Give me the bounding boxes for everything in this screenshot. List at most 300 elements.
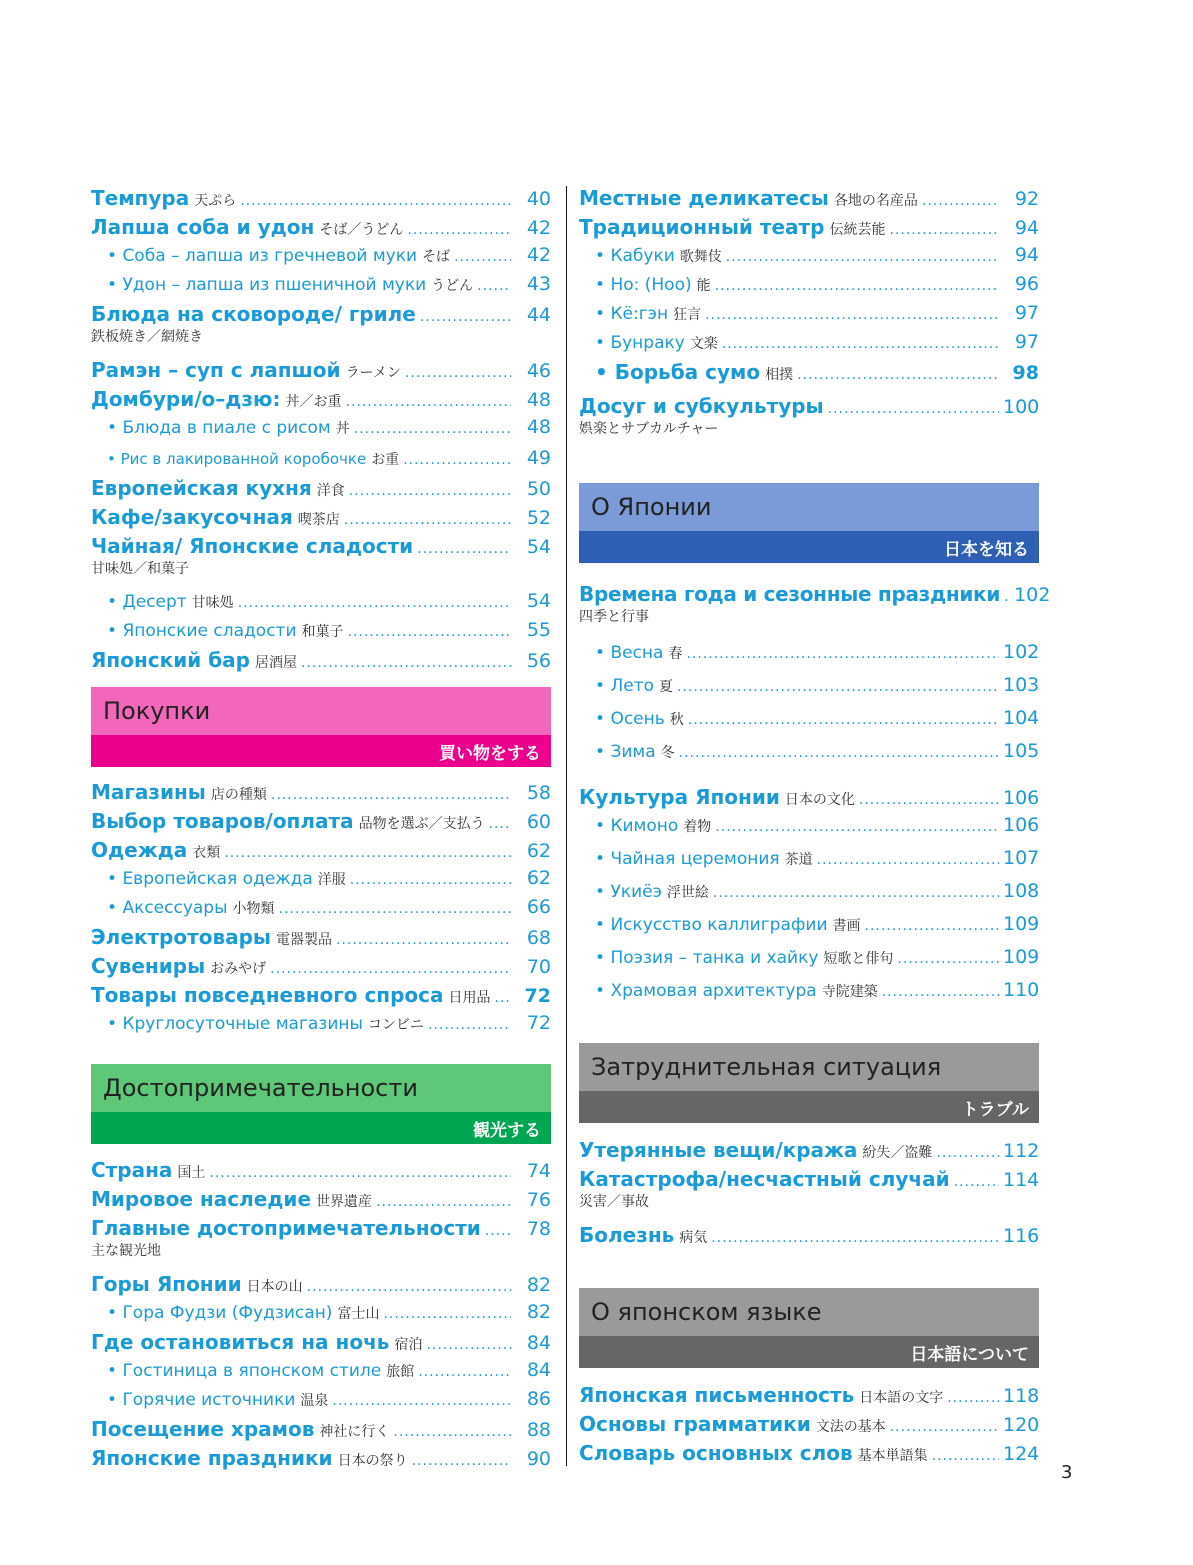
toc-entry-page: 42 bbox=[526, 244, 551, 266]
toc-entry-japanese: おみやげ bbox=[210, 961, 267, 977]
toc-entry[interactable] bbox=[579, 394, 1039, 438]
section-header bbox=[91, 687, 551, 767]
dot-leader bbox=[477, 278, 511, 294]
dot-leader bbox=[936, 1145, 999, 1161]
toc-entry-page: 106 bbox=[1003, 814, 1040, 836]
toc-entry-title: Страна bbox=[91, 1158, 173, 1182]
toc-entry-title: Культура Японии bbox=[579, 785, 780, 809]
toc-entry[interactable] bbox=[579, 740, 1039, 762]
toc-line bbox=[579, 302, 1039, 324]
toc-entry-japanese: 天ぷら bbox=[194, 193, 237, 209]
toc-line bbox=[91, 838, 551, 862]
toc-entry-title: • Но: (Ноо) bbox=[595, 275, 692, 295]
toc-line bbox=[579, 785, 1039, 809]
dot-leader bbox=[209, 1165, 511, 1181]
toc-entry[interactable] bbox=[91, 1446, 551, 1470]
toc-entry[interactable] bbox=[91, 648, 551, 672]
toc-line bbox=[91, 302, 551, 326]
dot-leader bbox=[405, 365, 511, 381]
toc-entry-page: 72 bbox=[526, 1012, 551, 1034]
toc-entry-title: Магазины bbox=[91, 780, 206, 804]
toc-entry-japanese: 甘味処／和菓子 bbox=[91, 561, 189, 577]
toc-entry-page: 52 bbox=[526, 507, 551, 529]
toc-entry-page: 43 bbox=[526, 273, 551, 295]
toc-entry-japanese: コンビニ bbox=[367, 1017, 424, 1033]
toc-entry-page: 97 bbox=[1014, 302, 1039, 324]
section-header bbox=[579, 1043, 1039, 1123]
toc-entry-japanese: 歌舞伎 bbox=[679, 249, 722, 265]
toc-entry-title: • Гостиница в японском стиле bbox=[107, 1361, 381, 1381]
toc-entry[interactable] bbox=[579, 814, 1039, 836]
dot-leader bbox=[897, 951, 999, 967]
toc-entry[interactable] bbox=[91, 244, 551, 266]
toc-entry-page: 68 bbox=[526, 927, 551, 949]
toc-entry[interactable] bbox=[579, 273, 1039, 295]
dot-leader bbox=[240, 193, 511, 209]
toc-line bbox=[91, 1359, 551, 1381]
toc-entry-japanese: 日本の山 bbox=[246, 1279, 303, 1295]
toc-line bbox=[91, 809, 551, 833]
toc-entry[interactable] bbox=[91, 273, 551, 295]
toc-entry[interactable] bbox=[91, 186, 551, 210]
dot-leader bbox=[224, 845, 511, 861]
section-header bbox=[579, 1288, 1039, 1368]
toc-line bbox=[579, 1167, 1039, 1191]
dot-leader bbox=[271, 787, 511, 803]
toc-entry-title: Утерянные вещи/кража bbox=[579, 1138, 858, 1162]
toc-line bbox=[579, 1383, 1039, 1407]
dot-leader bbox=[238, 595, 511, 611]
toc-line bbox=[91, 1446, 551, 1470]
dot-leader bbox=[348, 624, 512, 640]
toc-line bbox=[579, 946, 1039, 968]
dot-leader bbox=[349, 483, 511, 499]
toc-line bbox=[91, 1417, 551, 1441]
toc-line bbox=[579, 847, 1039, 869]
toc-line bbox=[91, 1272, 551, 1296]
dot-leader bbox=[797, 367, 999, 383]
toc-line bbox=[91, 1158, 551, 1182]
toc-entry-japanese: 春 bbox=[668, 646, 683, 662]
toc-entry-title: • Соба – лапша из гречневой муки bbox=[107, 246, 417, 266]
toc-entry[interactable] bbox=[91, 1216, 551, 1260]
toc-entry[interactable] bbox=[91, 867, 551, 889]
toc-entry-title: • Аксессуары bbox=[107, 898, 228, 918]
toc-entry-japanese: 世界遺産 bbox=[316, 1194, 373, 1210]
toc-entry[interactable] bbox=[91, 215, 551, 239]
toc-entry-japanese: 鉄板焼き／網焼き bbox=[91, 329, 203, 345]
toc-entry[interactable] bbox=[579, 1223, 1039, 1247]
dot-leader bbox=[428, 1017, 511, 1033]
toc-entry-title: • Искусство каллиграфии bbox=[595, 915, 828, 935]
section-header bbox=[91, 1064, 551, 1144]
toc-line bbox=[579, 186, 1039, 210]
toc-entry-page: 62 bbox=[526, 867, 551, 889]
toc-entry[interactable] bbox=[91, 387, 551, 411]
toc-entry[interactable] bbox=[579, 913, 1039, 935]
toc-entry[interactable] bbox=[91, 534, 551, 578]
toc-entry-japanese: 甘味処 bbox=[191, 595, 234, 611]
dot-leader bbox=[688, 712, 999, 728]
toc-entry-title: Мировое наследие bbox=[91, 1187, 312, 1211]
toc-entry-page: 42 bbox=[526, 217, 551, 239]
toc-entry-japanese: 丼／お重 bbox=[285, 394, 342, 410]
toc-line bbox=[579, 1138, 1039, 1162]
toc-entry-japanese: 浮世絵 bbox=[666, 885, 709, 901]
section-japanese-title: 買い物をする bbox=[91, 735, 551, 767]
toc-entry-page: 98 bbox=[1012, 362, 1039, 384]
dot-leader bbox=[828, 401, 999, 417]
toc-line bbox=[579, 1441, 1039, 1465]
toc-entry-japanese: 狂言 bbox=[673, 307, 702, 323]
toc-line bbox=[579, 1223, 1039, 1247]
dot-leader bbox=[859, 792, 999, 808]
toc-entry-japanese: 着物 bbox=[683, 819, 712, 835]
toc-entry[interactable] bbox=[579, 674, 1039, 696]
toc-entry-japanese: 文法の基本 bbox=[815, 1419, 886, 1435]
section-title: О японском языке bbox=[579, 1288, 1039, 1336]
toc-entry-title: • Осень bbox=[595, 709, 665, 729]
toc-entry[interactable] bbox=[91, 1272, 551, 1296]
toc-line bbox=[579, 215, 1039, 239]
toc-entry-title: Катастрофа/несчастный случай bbox=[579, 1167, 950, 1191]
toc-line bbox=[91, 186, 551, 210]
toc-line bbox=[91, 273, 551, 295]
dot-leader bbox=[346, 394, 512, 410]
toc-entry-page: 55 bbox=[526, 619, 551, 641]
dot-leader bbox=[817, 852, 999, 868]
toc-entry-page: 49 bbox=[526, 447, 551, 469]
toc-entry-page: 96 bbox=[1014, 273, 1039, 295]
toc-entry-title: Японский бар bbox=[91, 648, 250, 672]
toc-entry[interactable] bbox=[91, 590, 551, 612]
toc-entry-title: • Храмовая архитектура bbox=[595, 981, 817, 1001]
dot-leader bbox=[270, 961, 511, 977]
toc-entry-title: Рамэн – суп с лапшой bbox=[91, 358, 341, 382]
toc-entry-page: 88 bbox=[526, 1419, 551, 1441]
toc-entry-japanese: 宿泊 bbox=[394, 1337, 423, 1353]
toc-entry-page: 86 bbox=[526, 1388, 551, 1410]
section-japanese-title: 日本を知る bbox=[579, 531, 1039, 563]
toc-entry-page: 114 bbox=[1003, 1169, 1040, 1191]
toc-entry[interactable] bbox=[91, 476, 551, 500]
toc-entry-japanese: 紛失／盗難 bbox=[862, 1145, 933, 1161]
dot-leader bbox=[715, 819, 999, 835]
toc-line bbox=[579, 394, 1039, 418]
dot-leader bbox=[1004, 589, 1010, 605]
toc-entry-japanese: 文楽 bbox=[689, 336, 718, 352]
toc-entry-page: 103 bbox=[1003, 674, 1040, 696]
toc-entry[interactable] bbox=[579, 331, 1039, 353]
toc-entry[interactable] bbox=[579, 186, 1039, 210]
dot-leader bbox=[922, 193, 999, 209]
toc-entry-japanese: 日本語の文字 bbox=[859, 1390, 944, 1406]
toc-entry-page: 107 bbox=[1003, 847, 1040, 869]
toc-line bbox=[91, 358, 551, 382]
toc-line bbox=[91, 1216, 551, 1240]
toc-entry[interactable] bbox=[91, 1359, 551, 1381]
dot-leader bbox=[393, 1424, 511, 1440]
toc-entry[interactable] bbox=[579, 847, 1039, 869]
toc-entry-title: • Рис в лакированной коробочке bbox=[107, 450, 366, 468]
dot-leader bbox=[485, 1223, 511, 1239]
dot-leader bbox=[336, 932, 511, 948]
toc-line bbox=[91, 447, 551, 469]
toc-line bbox=[91, 867, 551, 889]
toc-entry[interactable] bbox=[91, 780, 551, 804]
toc-entry[interactable] bbox=[91, 809, 551, 833]
toc-entry-title: Чайная/ Японские сладости bbox=[91, 534, 414, 558]
toc-entry[interactable] bbox=[579, 1441, 1039, 1465]
toc-entry-page: 124 bbox=[1003, 1443, 1040, 1465]
toc-entry-japanese: 丼 bbox=[335, 421, 350, 437]
toc-entry[interactable] bbox=[91, 838, 551, 862]
toc-entry-japanese: うどん bbox=[431, 278, 474, 294]
toc-entry-title: • Кабуки bbox=[595, 246, 675, 266]
toc-line bbox=[91, 215, 551, 239]
dot-leader bbox=[407, 222, 511, 238]
toc-entry-page: 102 bbox=[1003, 641, 1040, 663]
toc-entry-japanese: ラーメン bbox=[345, 365, 401, 381]
dot-leader bbox=[954, 1174, 999, 1190]
toc-entry-japanese: 日本の祭り bbox=[337, 1453, 408, 1469]
dot-leader bbox=[947, 1390, 999, 1406]
toc-entry[interactable] bbox=[579, 1138, 1039, 1162]
toc-line bbox=[91, 1330, 551, 1354]
dot-leader bbox=[417, 541, 511, 557]
toc-entry-japanese: 居酒屋 bbox=[254, 655, 297, 671]
toc-entry-title: Японская письменность bbox=[579, 1383, 855, 1407]
toc-entry-page: 40 bbox=[526, 188, 551, 210]
dot-leader bbox=[882, 984, 999, 1000]
section-title: Покупки bbox=[91, 687, 551, 735]
toc-line bbox=[91, 1187, 551, 1211]
toc-entry[interactable] bbox=[91, 358, 551, 382]
toc-entry-page: 84 bbox=[526, 1359, 551, 1381]
toc-entry-page: 48 bbox=[526, 389, 551, 411]
toc-entry-title: Японские праздники bbox=[91, 1446, 333, 1470]
toc-entry-title: Кафе/закусочная bbox=[91, 505, 293, 529]
toc-line bbox=[579, 674, 1039, 696]
toc-entry-title: • Кимоно bbox=[595, 816, 678, 836]
toc-entry[interactable] bbox=[91, 416, 551, 438]
toc-line bbox=[579, 740, 1039, 762]
dot-leader bbox=[412, 1453, 511, 1469]
toc-entry[interactable] bbox=[579, 1412, 1039, 1436]
toc-entry-japanese: 伝統芸能 bbox=[829, 222, 886, 238]
toc-line bbox=[579, 1412, 1039, 1436]
toc-line bbox=[91, 505, 551, 529]
toc-entry-title: Горы Японии bbox=[91, 1272, 242, 1296]
toc-line bbox=[91, 648, 551, 672]
toc-entry-japanese: 日用品 bbox=[448, 990, 491, 1006]
toc-entry-title: • Горячие источники bbox=[107, 1390, 295, 1410]
toc-entry-page: 48 bbox=[526, 416, 551, 438]
toc-entry[interactable] bbox=[579, 1383, 1039, 1407]
toc-entry[interactable] bbox=[91, 1417, 551, 1441]
toc-entry-japanese: 冬 bbox=[660, 745, 675, 761]
toc-entry[interactable] bbox=[91, 896, 551, 918]
toc-entry-title: • Круглосуточные магазины bbox=[107, 1014, 363, 1034]
toc-entry-title: • Весна bbox=[595, 643, 663, 663]
toc-entry-japanese: 寺院建築 bbox=[821, 984, 878, 1000]
section-title: Затруднительная ситуация bbox=[579, 1043, 1039, 1091]
dot-leader bbox=[726, 249, 999, 265]
dot-leader bbox=[420, 309, 511, 325]
toc-entry[interactable] bbox=[579, 1167, 1039, 1211]
toc-entry-title: • Японские сладости bbox=[107, 621, 297, 641]
toc-entry-title: Товары повседневного спроса bbox=[91, 983, 444, 1007]
toc-entry-japanese: 衣類 bbox=[192, 845, 221, 861]
toc-entry[interactable] bbox=[91, 954, 551, 978]
toc-entry-page: 54 bbox=[526, 590, 551, 612]
toc-entry-page: 60 bbox=[526, 811, 551, 833]
toc-line bbox=[91, 1012, 551, 1034]
toc-entry[interactable] bbox=[91, 1187, 551, 1211]
toc-entry[interactable] bbox=[579, 979, 1039, 1001]
dot-leader bbox=[301, 655, 511, 671]
toc-entry-japanese: 能 bbox=[696, 278, 711, 294]
toc-entry-title: • Европейская одежда bbox=[107, 869, 313, 889]
toc-entry-page: 76 bbox=[526, 1189, 551, 1211]
toc-entry-page: 82 bbox=[526, 1301, 551, 1323]
section-title: Достопримечательности bbox=[91, 1064, 551, 1112]
toc-entry-japanese: 旅館 bbox=[386, 1364, 415, 1380]
toc-entry-title: • Поэзия – танка и хайку bbox=[595, 948, 818, 968]
toc-entry-japanese: 店の種類 bbox=[210, 787, 267, 803]
toc-entry-title: Времена года и сезонные праздники bbox=[579, 582, 1001, 606]
dot-leader bbox=[489, 816, 511, 832]
toc-entry-title: Словарь основных слов bbox=[579, 1441, 853, 1465]
dot-leader bbox=[711, 1230, 999, 1246]
toc-entry[interactable] bbox=[579, 946, 1039, 968]
toc-entry-page: 62 bbox=[526, 840, 551, 862]
toc-line bbox=[579, 814, 1039, 836]
toc-entry[interactable] bbox=[91, 983, 551, 1007]
toc-entry-japanese: 国土 bbox=[177, 1165, 206, 1181]
dot-leader bbox=[350, 872, 511, 888]
toc-line bbox=[579, 244, 1039, 266]
toc-entry-title: Домбури/о–дзю: bbox=[91, 387, 281, 411]
toc-line bbox=[579, 360, 1039, 384]
toc-entry-japanese: 品物を選ぶ／支払う bbox=[358, 816, 485, 832]
toc-entry[interactable] bbox=[579, 244, 1039, 266]
toc-entry-page: 90 bbox=[526, 1448, 551, 1470]
toc-entry-page: 58 bbox=[526, 782, 551, 804]
toc-entry[interactable] bbox=[579, 360, 1039, 384]
dot-leader bbox=[383, 1306, 511, 1322]
toc-entry[interactable] bbox=[579, 582, 1051, 626]
toc-entry[interactable] bbox=[91, 447, 551, 469]
dot-leader bbox=[454, 249, 511, 265]
section-header bbox=[579, 483, 1039, 563]
toc-entry-title: Болезнь bbox=[579, 1223, 675, 1247]
toc-entry-japanese: 小物類 bbox=[232, 901, 275, 917]
toc-line bbox=[91, 534, 551, 558]
toc-entry-title: • Борьба сумо bbox=[595, 360, 760, 384]
toc-entry-japanese: 日本の文化 bbox=[784, 792, 855, 808]
toc-entry-page: 72 bbox=[524, 985, 551, 1007]
toc-line bbox=[91, 1388, 551, 1410]
toc-entry[interactable] bbox=[91, 1158, 551, 1182]
toc-line bbox=[91, 244, 551, 266]
toc-entry-japanese: 秋 bbox=[669, 712, 684, 728]
toc-entry-title: Местные деликатесы bbox=[579, 186, 829, 210]
toc-entry-title: • Блюда в пиале с рисом bbox=[107, 418, 331, 438]
section-japanese-title: 観光する bbox=[91, 1112, 551, 1144]
toc-entry[interactable] bbox=[579, 302, 1039, 324]
toc-entry[interactable] bbox=[579, 785, 1039, 809]
toc-entry-page: 108 bbox=[1003, 880, 1040, 902]
dot-leader bbox=[679, 745, 999, 761]
toc-entry[interactable] bbox=[579, 880, 1039, 902]
toc-entry[interactable] bbox=[91, 619, 551, 641]
toc-entry-title: • Чайная церемония bbox=[595, 849, 780, 869]
toc-entry-japanese: お重 bbox=[371, 452, 400, 468]
toc-line bbox=[579, 880, 1039, 902]
toc-entry-japanese: 相撲 bbox=[765, 367, 794, 383]
column-divider bbox=[566, 186, 567, 1466]
toc-entry-title: Темпура bbox=[91, 186, 190, 210]
toc-entry-page: 105 bbox=[1003, 740, 1040, 762]
toc-entry-title: • Укиёэ bbox=[595, 882, 662, 902]
toc-entry-title: Электротовары bbox=[91, 925, 271, 949]
dot-leader bbox=[279, 901, 511, 917]
toc-entry[interactable] bbox=[91, 1388, 551, 1410]
dot-leader bbox=[889, 222, 999, 238]
section-title: О Японии bbox=[579, 483, 1039, 531]
toc-entry-title: • Десерт bbox=[107, 592, 187, 612]
toc-line bbox=[91, 780, 551, 804]
toc-entry-japanese: 夏 bbox=[658, 679, 673, 695]
toc-entry-japanese: 災害／事故 bbox=[579, 1194, 649, 1210]
toc-entry-japanese: 病気 bbox=[679, 1230, 708, 1246]
toc-entry-page: 56 bbox=[526, 650, 551, 672]
toc-entry-title: Блюда на сковороде/ гриле bbox=[91, 302, 416, 326]
toc-line bbox=[91, 387, 551, 411]
toc-entry-title: Выбор товаров/оплата bbox=[91, 809, 354, 833]
toc-entry[interactable] bbox=[91, 1012, 551, 1034]
toc-entry-page: 54 bbox=[526, 536, 551, 558]
toc-entry-page: 97 bbox=[1014, 331, 1039, 353]
toc-entry-title: • Зима bbox=[595, 742, 656, 762]
page-number: 3 bbox=[1061, 1462, 1073, 1483]
toc-entry[interactable] bbox=[91, 302, 551, 346]
toc-entry-japanese: そば／うどん bbox=[319, 222, 404, 238]
toc-entry-japanese: 四季と行事 bbox=[579, 609, 649, 625]
toc-entry-title: Лапша соба и удон bbox=[91, 215, 315, 239]
toc-entry[interactable] bbox=[91, 925, 551, 949]
toc-entry[interactable] bbox=[579, 707, 1039, 729]
toc-entry-page: 104 bbox=[1003, 707, 1040, 729]
toc-entry[interactable] bbox=[579, 215, 1039, 239]
toc-line bbox=[579, 707, 1039, 729]
toc-entry-title: • Лето bbox=[595, 676, 654, 696]
toc-entry-japanese: 短歌と俳句 bbox=[823, 951, 894, 967]
toc-line bbox=[91, 925, 551, 949]
toc-line bbox=[579, 273, 1039, 295]
toc-entry[interactable] bbox=[579, 641, 1039, 663]
toc-entry-page: 109 bbox=[1003, 913, 1040, 935]
toc-entry-japanese: 洋食 bbox=[316, 483, 345, 499]
toc-entry[interactable] bbox=[91, 1301, 551, 1323]
toc-entry[interactable] bbox=[91, 1330, 551, 1354]
toc-entry[interactable] bbox=[91, 505, 551, 529]
toc-entry-page: 82 bbox=[526, 1274, 551, 1296]
toc-entry-page: 78 bbox=[526, 1218, 551, 1240]
toc-entry-title: Где остановиться на ночь bbox=[91, 1330, 390, 1354]
dot-leader bbox=[344, 512, 511, 528]
